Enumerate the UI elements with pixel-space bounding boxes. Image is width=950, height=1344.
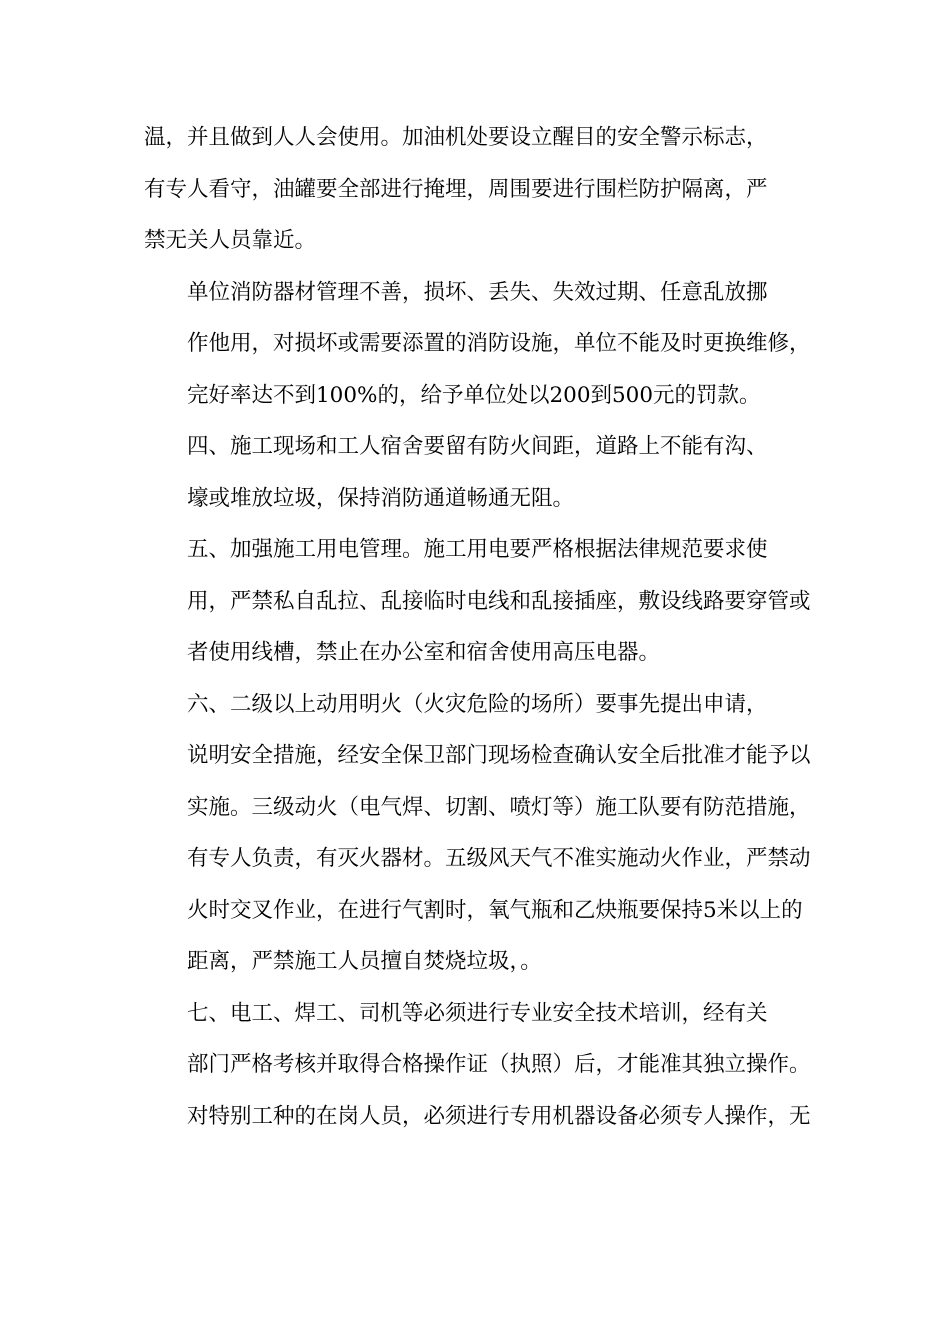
paragraph-fire-equipment-penalty — [144, 267, 811, 422]
paragraph-section-five — [144, 524, 811, 679]
paragraph-continued-fire-equipment — [144, 112, 790, 267]
text-line: 火时交叉作业，在进行气割时，氧气瓶和乙炔瓶要保持5米以上的 — [187, 897, 803, 923]
text-line: 距离，严禁施工人员擅自焚烧垃圾，。 — [187, 949, 542, 974]
text-line: 四、施工现场和工人宿舍要留有防火间距，道路上不能有沟、 — [187, 434, 768, 459]
text-line: 完好率达不到100%的，给予单位处以200到500元的罚款。 — [187, 382, 761, 408]
text-line: 用，严禁私自乱拉、乱接临时电线和乱接插座，敷设线路要穿管或 — [187, 588, 811, 614]
paragraph-section-six — [144, 679, 811, 988]
text-line: 壕或堆放垃圾，保持消防通道畅通无阻。 — [187, 485, 575, 511]
paragraph-section-seven — [144, 988, 811, 1143]
text-line: 六、二级以上动用明火（火灾危险的场所）要事先提出申请， — [187, 691, 768, 717]
text-line: 单位消防器材管理不善，损坏、丢失、失效过期、任意乱放挪 — [187, 279, 768, 305]
text-line: 对特别工种的在岗人员，必须进行专用机器设备必须专人操作，无 — [187, 1103, 811, 1129]
text-line: 七、电工、焊工、司机等必须进行专业安全技术培训，经有关 — [187, 1000, 768, 1026]
text-line: 部门严格考核并取得合格操作证（执照）后，才能准其独立操作。 — [187, 1052, 811, 1077]
paragraph-section-four — [144, 421, 790, 524]
text-line: 说明安全措施，经安全保卫部门现场检查确认安全后批准才能予以 — [187, 743, 811, 768]
text-line: 温，并且做到人人会使用。加油机处要设立醒目的安全警示标志， — [144, 125, 768, 150]
text-line: 实施。三级动火（电气焊、切割、喷灯等）施工队要有防范措施， — [187, 794, 811, 820]
text-line: 者使用线槽，禁止在办公室和宿舍使用高压电器。 — [187, 640, 661, 665]
text-line: 有专人负责，有灭火器材。五级风天气不准实施动火作业，严禁动 — [187, 846, 811, 871]
text-line: 禁无关人员靠近。 — [144, 228, 317, 253]
text-line: 有专人看守，油罐要全部进行掩埋，周围要进行围栏防护隔离，严 — [144, 176, 768, 202]
text-line: 作他用，对损坏或需要添置的消防设施，单位不能及时更换维修， — [187, 331, 811, 356]
document-body — [144, 112, 811, 1142]
text-line: 五、加强施工用电管理。施工用电要严格根据法律规范要求使 — [187, 537, 768, 562]
